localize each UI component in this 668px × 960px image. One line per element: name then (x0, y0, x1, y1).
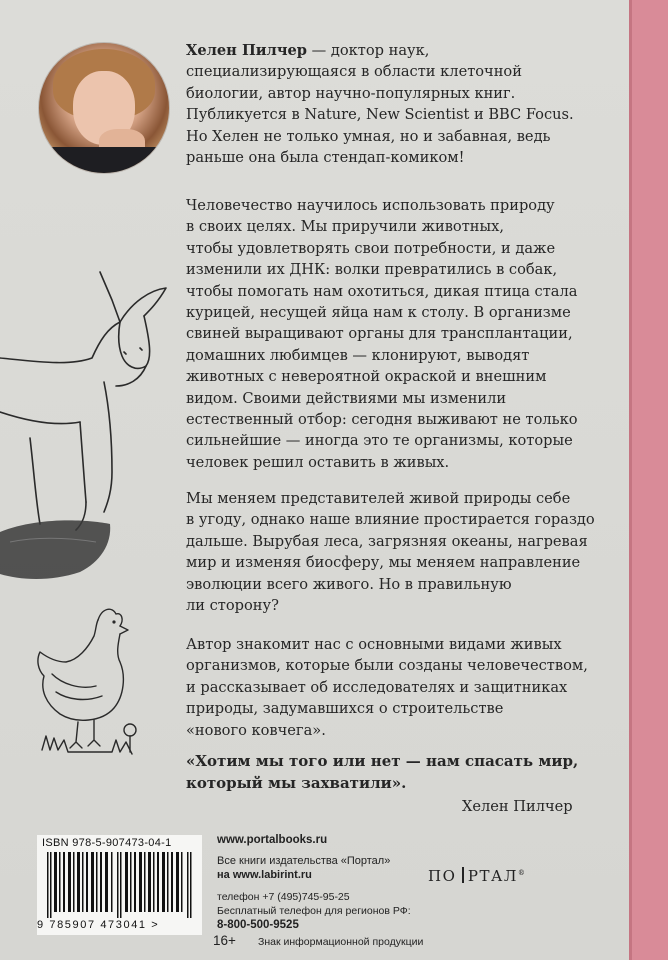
age-rating-note: Знак информационной продукции (258, 936, 424, 948)
phone-label: телефон +7 (495)745-95-25 (217, 891, 350, 903)
free-phone-number: 8-800-500-9525 (217, 919, 299, 931)
book-spine (632, 0, 668, 960)
logo-right: РТАЛ (467, 867, 518, 885)
barcode-digits: 9 785907 473041 > (37, 919, 160, 931)
registered-mark: ® (517, 869, 527, 877)
author-photo (38, 42, 170, 174)
text-line: чтобы помогать нам охотиться, дикая птица стала (186, 282, 578, 300)
labirint-site-link[interactable]: www.labirint.ru (232, 869, 312, 881)
text-line: организмов, которые были созданы человечеством, (186, 657, 588, 675)
quote-line: который мы захватили». (186, 774, 407, 792)
bio-line: биологии, автор научно-популярных книг. (186, 84, 516, 102)
text-line: животных с невероятной окраской и внешним (186, 368, 547, 386)
bio-line: специализирующаяся в области клеточной (186, 63, 522, 81)
text-line: изменили их ДНК: волки превратились в собак, (186, 261, 558, 279)
publisher-info (217, 834, 411, 933)
text-line: домашних любимцев — клонируют, выводят (186, 346, 530, 364)
isbn-label: ISBN 978-5-907473-04-1 (42, 837, 172, 849)
bio-line-1-rest: — доктор наук, (307, 42, 430, 59)
paragraph-2 (186, 488, 626, 616)
goat-illustration (0, 262, 178, 588)
text-line: в своих целях. Мы приручили животных, (186, 218, 505, 236)
text-line: Мы меняем представителей живой природы себе (186, 490, 571, 507)
barcode (45, 852, 195, 918)
on-label: на (217, 869, 233, 881)
paragraph-3 (186, 634, 626, 741)
barcode-block (37, 835, 202, 935)
hen-illustration (32, 600, 142, 760)
paragraph-1 (186, 195, 626, 473)
author-bio (186, 40, 616, 168)
text-line: «нового ковчега». (186, 721, 326, 739)
labirint-line (217, 868, 411, 882)
text-line: в угоду, однако наше влияние простирается гораздо (186, 511, 595, 529)
pull-quote (186, 750, 626, 794)
text-line: ли сторону? (186, 597, 279, 615)
author-name: Хелен Пилчер (186, 42, 308, 59)
bio-line: раньше она была стендап-комиком! (186, 149, 465, 167)
logo-bar (462, 867, 464, 883)
text-line: дальше. Вырубая леса, загрязняя океаны, нагревая (186, 532, 588, 550)
bio-line-1 (186, 40, 616, 61)
text-line: мир и изменяя биосферу, мы меняем направление (186, 554, 581, 572)
text-line: сильнейшие — иногда это те организмы, которые (186, 432, 573, 450)
author-shirt (39, 147, 169, 174)
portal-logo (428, 867, 526, 885)
text-line: человек решил оставить в живых. (186, 453, 450, 471)
text-line: эволюции всего живого. Но в правильную (186, 575, 512, 593)
text-line: видом. Своими действиями мы изменили (186, 389, 507, 407)
text-line: и рассказывает об исследователях и защитниках (186, 678, 568, 696)
text-line: свиней выращивают органы для трансплантации, (186, 325, 573, 343)
text-line: естественный отбор: сегодня выживают не только (186, 411, 578, 429)
bio-line: Публикуется в Nature, New Scientist и BBC Focus. (186, 106, 574, 124)
age-rating: 16+ (213, 933, 236, 948)
portal-site-link[interactable]: www.portalbooks.ru (217, 834, 328, 846)
quote-line: «Хотим мы того или нет — нам спасать мир, (186, 752, 579, 770)
text-line: природы, задумавшихся о строительстве (186, 700, 504, 718)
free-phone-label: Бесплатный телефон для регионов РФ: (217, 905, 411, 917)
text-line: чтобы удовлетворять свои потребности, и даже (186, 239, 556, 257)
bio-line: Но Хелен не только умная, но и забавная, ведь (186, 127, 551, 145)
all-books-label: Все книги издательства «Портал» (217, 855, 391, 867)
text-line: Человечество научилось использовать природу (186, 197, 555, 214)
quote-author: Хелен Пилчер (462, 798, 573, 815)
logo-left: ПО (428, 867, 457, 885)
text-line: Автор знакомит нас с основными видами живых (186, 636, 562, 653)
text-line: курицей, несущей яйца нам к столу. В организме (186, 304, 571, 322)
